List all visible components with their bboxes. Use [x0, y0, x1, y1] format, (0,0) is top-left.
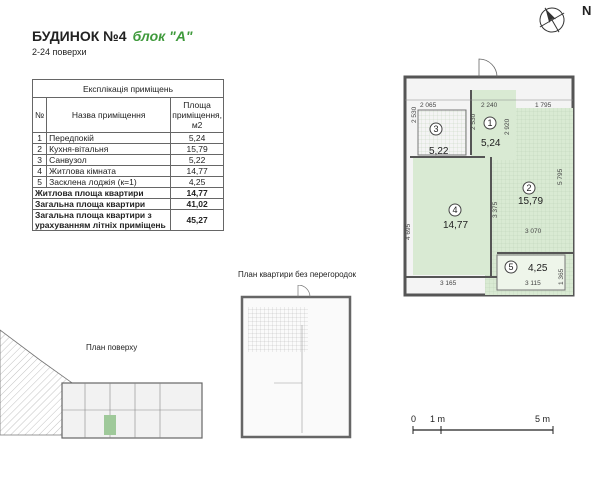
- dim-label: 2 530: [470, 113, 477, 130]
- floor-plan-caption: План поверху: [86, 343, 138, 352]
- room-area: 14,77: [171, 166, 224, 177]
- scale-bar: [405, 410, 565, 440]
- total-label: Житлова площа квартири: [33, 188, 171, 199]
- room-number: 1: [487, 118, 493, 128]
- room-area-label: 5,24: [481, 138, 501, 149]
- building-title: [32, 28, 193, 44]
- room-area: 15,79: [171, 144, 224, 155]
- room-number: 2: [33, 144, 47, 155]
- dim-label: 1 365: [558, 268, 565, 285]
- scale-zero: 0: [411, 414, 417, 424]
- dim-label: 3 070: [525, 228, 542, 235]
- open-plan-door: [298, 285, 310, 297]
- dim-label: 2 530: [411, 106, 418, 123]
- table-row: [33, 177, 224, 188]
- floor-plan-block: [62, 383, 202, 438]
- room-name: Кухня-вітальня: [47, 144, 171, 155]
- compass-icon: [530, 0, 600, 40]
- room-area-label: 5,22: [429, 146, 449, 157]
- room-number: 4: [452, 205, 458, 215]
- floors-label: 2-24 поверхи: [32, 47, 87, 57]
- total-row: [33, 199, 224, 210]
- room-number: 5: [33, 177, 47, 188]
- table-row: [33, 166, 224, 177]
- room-area-label: 14,77: [443, 220, 469, 231]
- room-number: 3: [433, 124, 439, 134]
- room-number: 1: [33, 133, 47, 144]
- dim-label: 3 375: [492, 201, 499, 218]
- room-area: 4,25: [171, 177, 224, 188]
- open-plan-tiles: [248, 307, 308, 352]
- dim-label: 3 115: [525, 280, 541, 287]
- col-header-number: №: [33, 98, 47, 133]
- room-name: Санвузол: [47, 155, 171, 166]
- col-header-name: Назва приміщення: [47, 98, 171, 133]
- dim-label: 1 795: [535, 102, 552, 109]
- building-name: БУДИНОК №4: [32, 28, 127, 44]
- dim-label: 2 065: [420, 102, 437, 109]
- room-number: 3: [33, 155, 47, 166]
- room-area: 5,22: [171, 155, 224, 166]
- table-title: Експлікація приміщень: [33, 80, 224, 98]
- entrance-door: [479, 59, 497, 77]
- total-value: 45,27: [171, 210, 224, 231]
- highlighted-apartment: [104, 415, 116, 435]
- room-area-label: 15,79: [518, 196, 544, 207]
- total-value: 14,77: [171, 188, 224, 199]
- col-header-area: Площа приміщення, м2: [171, 98, 224, 133]
- block-label: блок "А": [132, 28, 193, 44]
- dim-label: 3 165: [440, 280, 457, 287]
- scale-five: 5 m: [535, 414, 551, 424]
- total-value: 41,02: [171, 199, 224, 210]
- compass-north-label: N: [582, 3, 592, 18]
- room-name: Передпокій: [47, 133, 171, 144]
- table-row: [33, 155, 224, 166]
- room-area: 5,24: [171, 133, 224, 144]
- total-row: [33, 210, 224, 231]
- floor-plan-drawing: [0, 325, 230, 445]
- total-row: [33, 188, 224, 199]
- explication-table: [32, 79, 224, 231]
- dim-label: 5 795: [557, 168, 564, 185]
- apartment-plan: [385, 55, 590, 310]
- open-plan-drawing: [240, 285, 360, 440]
- room-area-label: 4,25: [528, 263, 548, 274]
- room-name: Житлова кімната: [47, 166, 171, 177]
- table-row: [33, 133, 224, 144]
- total-label: Загальна площа квартири: [33, 199, 171, 210]
- table-row: [33, 144, 224, 155]
- total-label: Загальна площа квартири з урахуванням літніх приміщень: [33, 210, 171, 231]
- room-bedroom: [413, 157, 491, 275]
- dim-label: 2 240: [481, 102, 498, 109]
- room-number: 2: [526, 183, 532, 193]
- room-number: 4: [33, 166, 47, 177]
- open-plan-caption: План квартири без перегородок: [238, 270, 357, 279]
- dim-label: 4 695: [405, 223, 412, 240]
- scale-one: 1 m: [430, 414, 446, 424]
- dim-label: 2 920: [504, 118, 511, 135]
- room-number: 5: [508, 262, 514, 272]
- room-name: Засклена лоджія (к=1): [47, 177, 171, 188]
